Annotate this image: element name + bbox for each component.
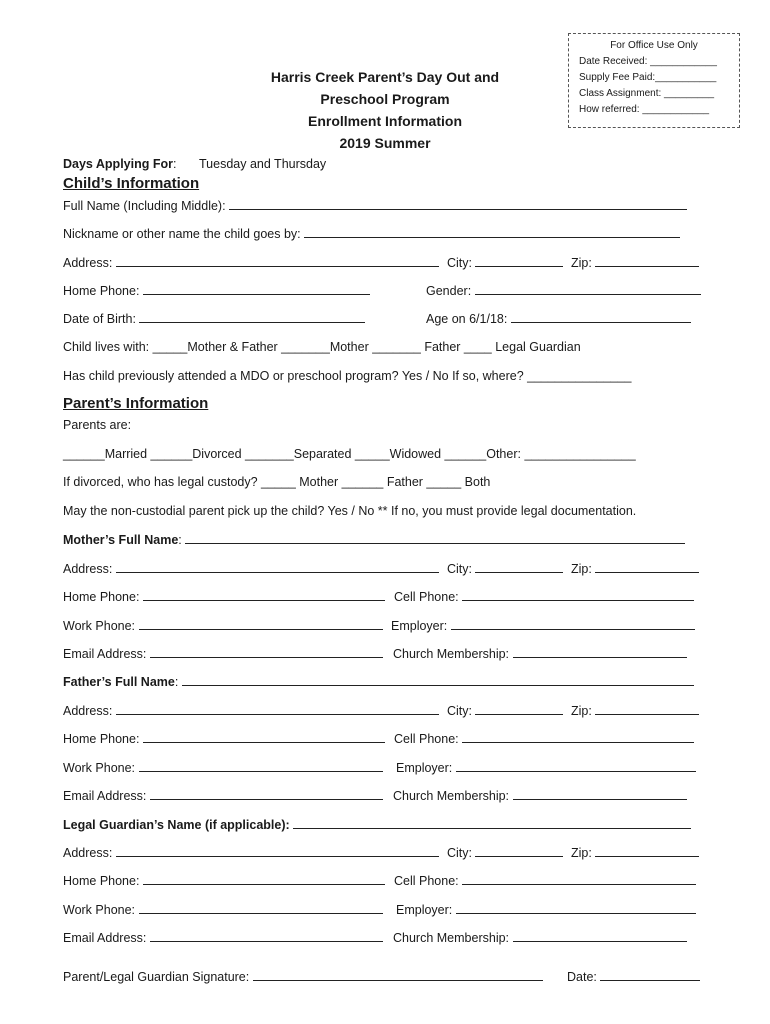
child-gender-label: Gender: (426, 284, 475, 298)
guardian-city-cell (447, 844, 563, 862)
signature-field[interactable] (253, 968, 543, 981)
mother-city-cell (447, 560, 563, 578)
father-cell-phone-label: Cell Phone: (394, 732, 463, 746)
father-zip-cell (571, 702, 699, 720)
guardian-church-cell (393, 929, 687, 947)
child-age-label: Age on 6/1/18: (426, 312, 511, 326)
title-line-2: Preschool Program (320, 91, 450, 107)
guardian-home-phone-field[interactable] (143, 872, 385, 885)
guardian-cell-phone-label: Cell Phone: (394, 874, 463, 888)
father-work-phone-label: Work Phone: (63, 761, 139, 775)
child-home-phone-label: Home Phone: (63, 284, 143, 298)
mother-employer-field[interactable] (451, 617, 695, 630)
father-employer-cell (396, 759, 696, 777)
father-city-cell (447, 702, 563, 720)
child-nickname-label: Nickname or other name the child goes by: (63, 227, 305, 241)
child-city-label: City: (447, 256, 476, 270)
child-lives-with-row[interactable]: Child lives with: _____Mother & Father _______Mother _______ Father ____ Legal Guardian (63, 340, 581, 354)
signature-date-cell (567, 968, 700, 986)
child-address-field[interactable] (116, 254, 439, 267)
title-line-3: Enrollment Information (308, 113, 462, 129)
child-phone-row (63, 282, 475, 300)
child-zip-field[interactable] (595, 254, 699, 267)
mother-employer-cell (391, 617, 695, 635)
father-email-field[interactable] (150, 787, 383, 800)
father-name-row (63, 673, 694, 691)
guardian-employer-cell (396, 901, 696, 919)
father-home-phone-label: Home Phone: (63, 732, 143, 746)
child-gender-field[interactable] (475, 282, 701, 295)
guardian-zip-field[interactable] (595, 844, 699, 857)
office-how-referred: How referred: ____________ (579, 104, 710, 115)
mother-name-field[interactable] (185, 531, 685, 544)
guardian-church-label: Church Membership: (393, 931, 513, 945)
father-work-phone-field[interactable] (139, 759, 383, 772)
father-city-field[interactable] (475, 702, 563, 715)
guardian-work-row (63, 901, 456, 919)
father-zip-field[interactable] (595, 702, 699, 715)
mother-zip-field[interactable] (595, 560, 699, 573)
mother-work-phone-label: Work Phone: (63, 619, 139, 633)
days-applying-row (63, 155, 327, 173)
mother-address-row (63, 560, 596, 578)
father-phone-row (63, 730, 463, 748)
child-nickname-row (63, 225, 680, 243)
father-address-field[interactable] (116, 702, 439, 715)
mother-email-field[interactable] (150, 645, 383, 658)
guardian-work-phone-field[interactable] (139, 901, 383, 914)
days-label: Days Applying For (63, 157, 173, 171)
guardian-email-field[interactable] (150, 929, 383, 942)
parents-are-label: Parents are: (63, 418, 132, 432)
guardian-zip-label: Zip: (571, 846, 596, 860)
signature-label: Parent/Legal Guardian Signature: (63, 970, 253, 984)
father-church-label: Church Membership: (393, 789, 513, 803)
father-address-row (63, 702, 596, 720)
father-work-row (63, 759, 456, 777)
document-title (240, 66, 530, 154)
guardian-email-row (63, 929, 513, 947)
guardian-city-field[interactable] (475, 844, 563, 857)
child-dob-field[interactable] (139, 310, 365, 323)
child-age-field[interactable] (511, 310, 691, 323)
mother-church-field[interactable] (513, 645, 687, 658)
guardian-city-label: City: (447, 846, 476, 860)
father-church-field[interactable] (513, 787, 687, 800)
father-email-label: Email Address: (63, 789, 150, 803)
marital-status-row[interactable]: ______Married ______Divorced _______Separated _____Widowed ______Other: ________________ (63, 447, 636, 461)
parent-section-heading: Parent’s Information (63, 395, 209, 412)
office-use-title: For Office Use Only (610, 40, 698, 51)
signature-row (63, 968, 601, 986)
guardian-address-field[interactable] (116, 844, 439, 857)
mother-church-cell (393, 645, 687, 663)
father-church-cell (393, 787, 687, 805)
child-age-cell (426, 310, 691, 328)
child-nickname-field[interactable] (304, 225, 680, 238)
guardian-home-phone-label: Home Phone: (63, 874, 143, 888)
father-address-label: Address: (63, 704, 116, 718)
mother-cell-phone-cell (394, 588, 694, 606)
title-line-1: Harris Creek Parent’s Day Out and (270, 69, 500, 85)
father-city-label: City: (447, 704, 476, 718)
mother-address-label: Address: (63, 562, 116, 576)
guardian-cell-phone-cell (394, 872, 696, 890)
child-full-name-field[interactable] (229, 197, 687, 210)
child-home-phone-field[interactable] (143, 282, 370, 295)
guardian-name-label: Legal Guardian’s Name (if applicable): (63, 818, 294, 832)
mother-zip-label: Zip: (571, 562, 596, 576)
mother-cell-phone-label: Cell Phone: (394, 590, 463, 604)
guardian-church-field[interactable] (513, 929, 687, 942)
mother-name-label: Mother’s Full Name (63, 533, 179, 547)
days-value: Tuesday and Thursday (199, 157, 327, 171)
mother-home-phone-label: Home Phone: (63, 590, 143, 604)
guardian-email-label: Email Address: (63, 931, 150, 945)
father-employer-field[interactable] (456, 759, 696, 772)
father-cell-phone-cell (394, 730, 694, 748)
guardian-cell-phone-field[interactable] (462, 872, 696, 885)
mother-cell-phone-field[interactable] (462, 588, 694, 601)
father-cell-phone-field[interactable] (462, 730, 694, 743)
child-address-label: Address: (63, 256, 116, 270)
guardian-employer-field[interactable] (456, 901, 696, 914)
child-gender-cell (426, 282, 701, 300)
father-email-row (63, 787, 513, 805)
guardian-employer-label: Employer: (396, 903, 456, 917)
guardian-name-row (63, 816, 691, 834)
mother-church-label: Church Membership: (393, 647, 513, 661)
guardian-name-field[interactable] (293, 816, 691, 829)
father-zip-label: Zip: (571, 704, 596, 718)
child-full-name-label: Full Name (Including Middle): (63, 199, 230, 213)
guardian-address-row (63, 844, 596, 862)
mother-employer-label: Employer: (391, 619, 451, 633)
legal-custody-row[interactable]: If divorced, who has legal custody? _____ Mother ______ Father _____ Both (63, 475, 491, 489)
child-city-cell (447, 254, 563, 272)
mother-address-field[interactable] (116, 560, 439, 573)
father-name-field[interactable] (182, 673, 694, 686)
child-zip-cell (571, 254, 699, 272)
mother-phone-row (63, 588, 463, 606)
mother-email-label: Email Address: (63, 647, 150, 661)
father-home-phone-field[interactable] (143, 730, 385, 743)
guardian-work-phone-label: Work Phone: (63, 903, 139, 917)
mother-city-field[interactable] (475, 560, 563, 573)
office-date-received: Date Received: ____________ (579, 56, 717, 67)
signature-date-field[interactable] (600, 968, 700, 981)
guardian-address-label: Address: (63, 846, 116, 860)
guardian-phone-row (63, 872, 463, 890)
mother-home-phone-field[interactable] (143, 588, 385, 601)
father-name-colon: : (174, 675, 182, 689)
child-section-heading: Child’s Information (63, 175, 200, 192)
child-dob-row (63, 310, 511, 328)
child-full-name-row (63, 197, 687, 215)
mother-city-label: City: (447, 562, 476, 576)
father-name-label: Father’s Full Name (63, 675, 175, 689)
child-city-field[interactable] (475, 254, 563, 267)
mother-name-colon: : (178, 533, 186, 547)
mother-name-row (63, 531, 685, 549)
noncustodial-pickup-row[interactable]: May the non-custodial parent pick up the child? Yes / No ** If no, you must provide legal documentation. (63, 504, 637, 518)
mother-work-phone-field[interactable] (139, 617, 383, 630)
signature-date-label: Date: (567, 970, 601, 984)
child-zip-label: Zip: (571, 256, 596, 270)
days-colon: : (172, 157, 177, 171)
office-class-assignment: Class Assignment: _________ (579, 88, 715, 99)
mother-work-row (63, 617, 451, 635)
mother-zip-cell (571, 560, 699, 578)
child-dob-label: Date of Birth: (63, 312, 140, 326)
child-previous-program-row[interactable]: Has child previously attended a MDO or preschool program? Yes / No If so, where? _______________ (63, 369, 632, 383)
mother-email-row (63, 645, 513, 663)
office-supply-fee: Supply Fee Paid:___________ (579, 72, 717, 83)
guardian-zip-cell (571, 844, 699, 862)
child-address-row (63, 254, 596, 272)
office-use-box (568, 33, 740, 128)
title-line-4: 2019 Summer (339, 135, 431, 151)
father-employer-label: Employer: (396, 761, 456, 775)
